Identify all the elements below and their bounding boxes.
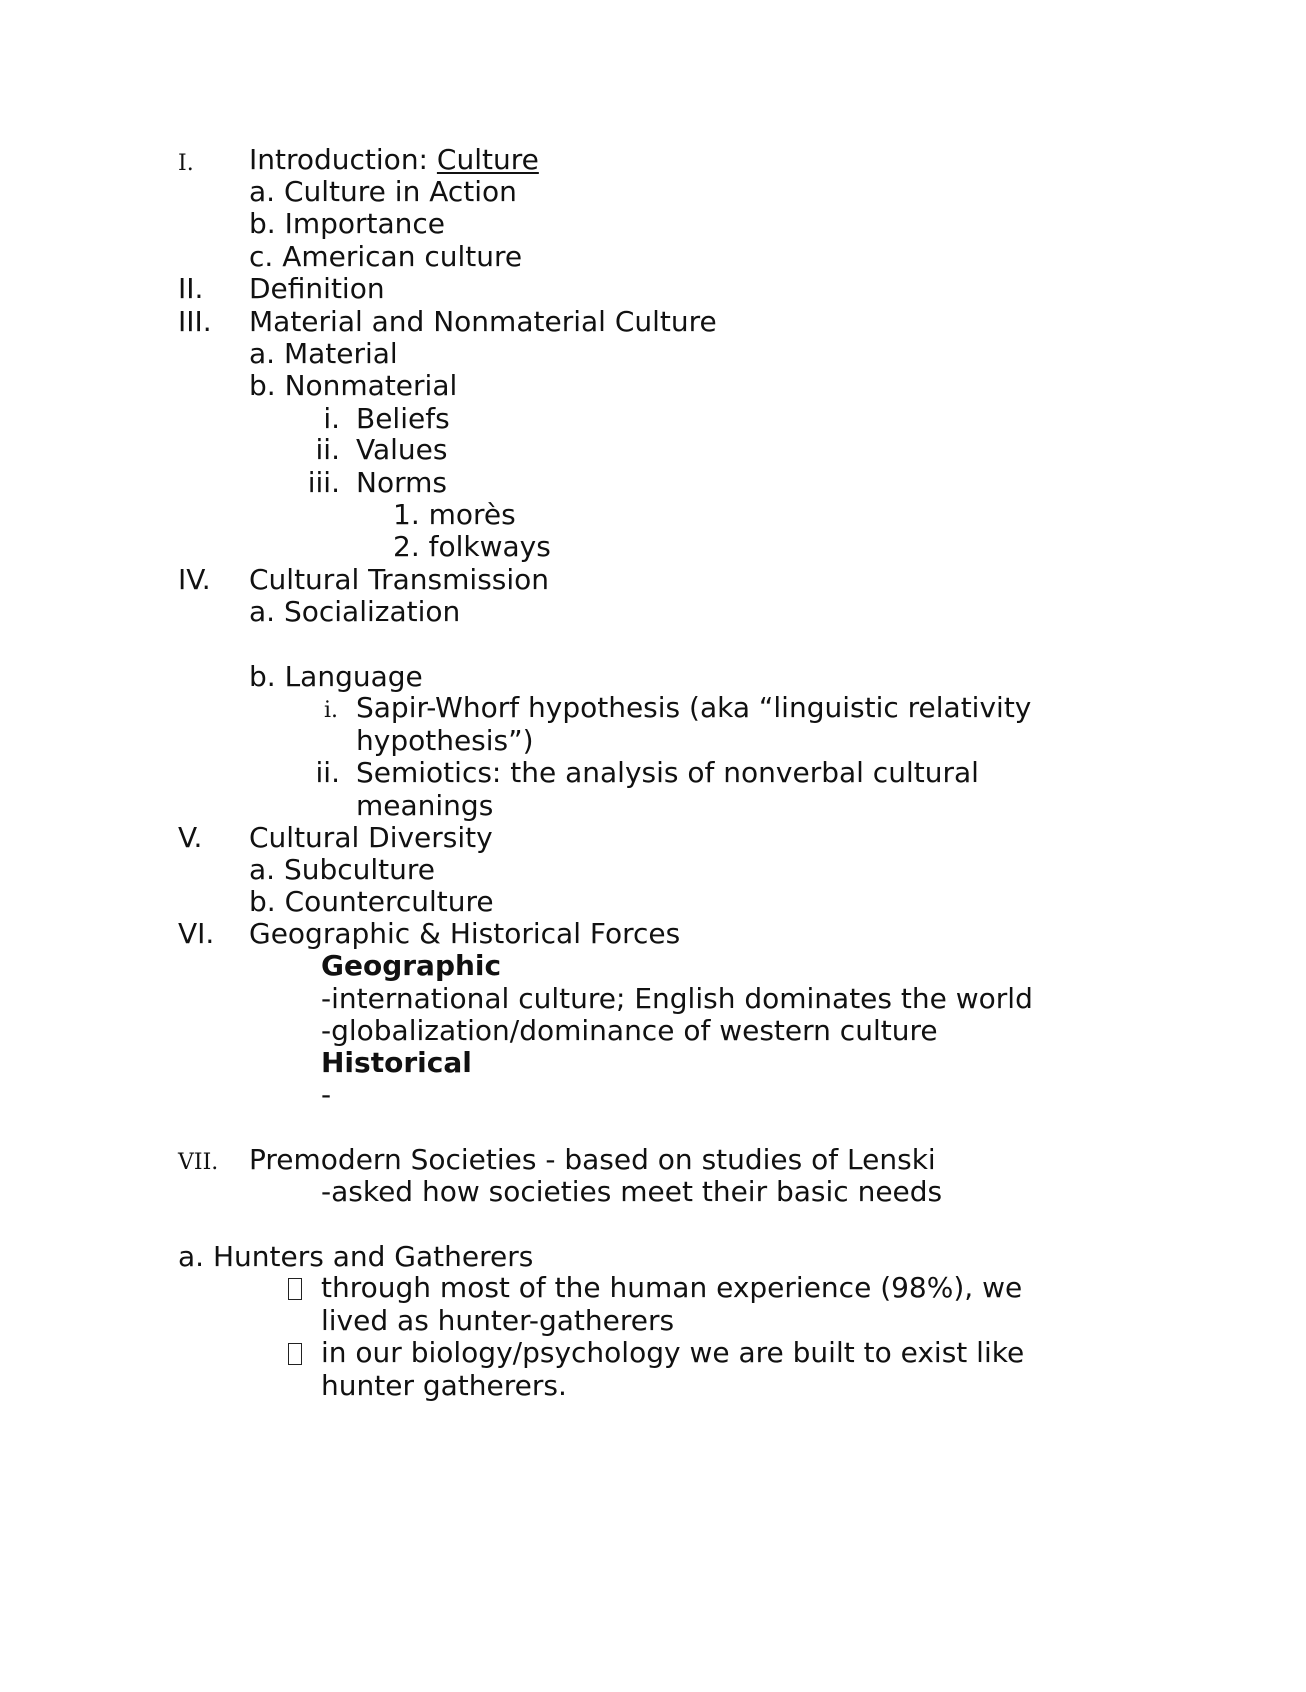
section-1-title-prefix: Introduction: bbox=[249, 143, 437, 176]
hunters-bullet-2-line2: hunter gatherers. bbox=[321, 1369, 567, 1402]
section-6-title: Geographic & Historical Forces bbox=[249, 917, 681, 950]
norms-item-folkways: 2. folkways bbox=[393, 530, 551, 563]
bullet-box-icon bbox=[288, 1343, 302, 1365]
section-7-note: -asked how societies meet their basic needs bbox=[321, 1175, 943, 1208]
section-4-item-a: a. Socialization bbox=[249, 595, 461, 628]
numeral-5: V. bbox=[178, 821, 203, 854]
subitem-num: i. bbox=[323, 402, 340, 435]
historical-line: - bbox=[321, 1078, 332, 1111]
hunters-bullet-1-line2: lived as hunter-gatherers bbox=[321, 1304, 675, 1337]
section-5-item-b: b. Counterculture bbox=[249, 885, 494, 918]
section-2-title: Definition bbox=[249, 272, 385, 305]
semiotics-line1: Semiotics: the analysis of nonverbal cultural bbox=[356, 756, 979, 789]
section-1-item-c: c. American culture bbox=[249, 240, 523, 273]
numeral-1: I. bbox=[178, 151, 194, 176]
historical-heading: Historical bbox=[321, 1046, 472, 1079]
subitem-num: iii. bbox=[307, 466, 340, 499]
hunters-bullet-1-line1: through most of the human experience (98%), we bbox=[321, 1271, 1023, 1304]
numeral-2: II. bbox=[178, 272, 204, 305]
sapir-whorf-line2: hypothesis”) bbox=[356, 724, 534, 757]
section-3-item-a: a. Material bbox=[249, 337, 398, 370]
subitem-norms: Norms bbox=[356, 466, 447, 499]
section-4-title: Cultural Transmission bbox=[249, 563, 550, 596]
semiotics-line2: meanings bbox=[356, 789, 494, 822]
subitem-num: ii. bbox=[315, 433, 340, 466]
norms-item-mores: 1. morès bbox=[393, 498, 516, 531]
hunters-bullet-2-line1: in our biology/psychology we are built to exist like bbox=[321, 1336, 1025, 1369]
hunters-heading: a. Hunters and Gatherers bbox=[178, 1240, 534, 1273]
section-5-item-a: a. Subculture bbox=[249, 853, 436, 886]
section-3-title: Material and Nonmaterial Culture bbox=[249, 305, 717, 338]
subitem-values: Values bbox=[356, 433, 448, 466]
numeral-3: III. bbox=[178, 305, 212, 338]
numeral-6: VI. bbox=[178, 917, 215, 950]
section-7-title: Premodern Societies - based on studies of Lenski bbox=[249, 1143, 936, 1176]
geographic-line-2: -globalization/dominance of western culture bbox=[321, 1014, 938, 1047]
numeral-7: VII. bbox=[178, 1150, 219, 1175]
subitem-num: i. bbox=[324, 698, 339, 723]
section-4-item-b: b. Language bbox=[249, 660, 423, 693]
subitem-beliefs: Beliefs bbox=[356, 402, 450, 435]
section-5-title: Cultural Diversity bbox=[249, 821, 493, 854]
section-1-title-underlined: Culture bbox=[436, 143, 539, 176]
geographic-line-1: -international culture; English dominates the world bbox=[321, 982, 1033, 1015]
bullet-box-icon bbox=[288, 1278, 302, 1300]
section-1-item-a: a. Culture in Action bbox=[249, 175, 517, 208]
section-1-title bbox=[249, 143, 539, 177]
numeral-4: IV. bbox=[178, 563, 211, 596]
sapir-whorf-line1: Sapir-Whorf hypothesis (aka “linguistic relativity bbox=[356, 691, 1032, 724]
section-1-item-b: b. Importance bbox=[249, 207, 446, 240]
subitem-num: ii. bbox=[315, 756, 340, 789]
geographic-heading: Geographic bbox=[321, 949, 502, 982]
section-3-item-b: b. Nonmaterial bbox=[249, 369, 458, 402]
